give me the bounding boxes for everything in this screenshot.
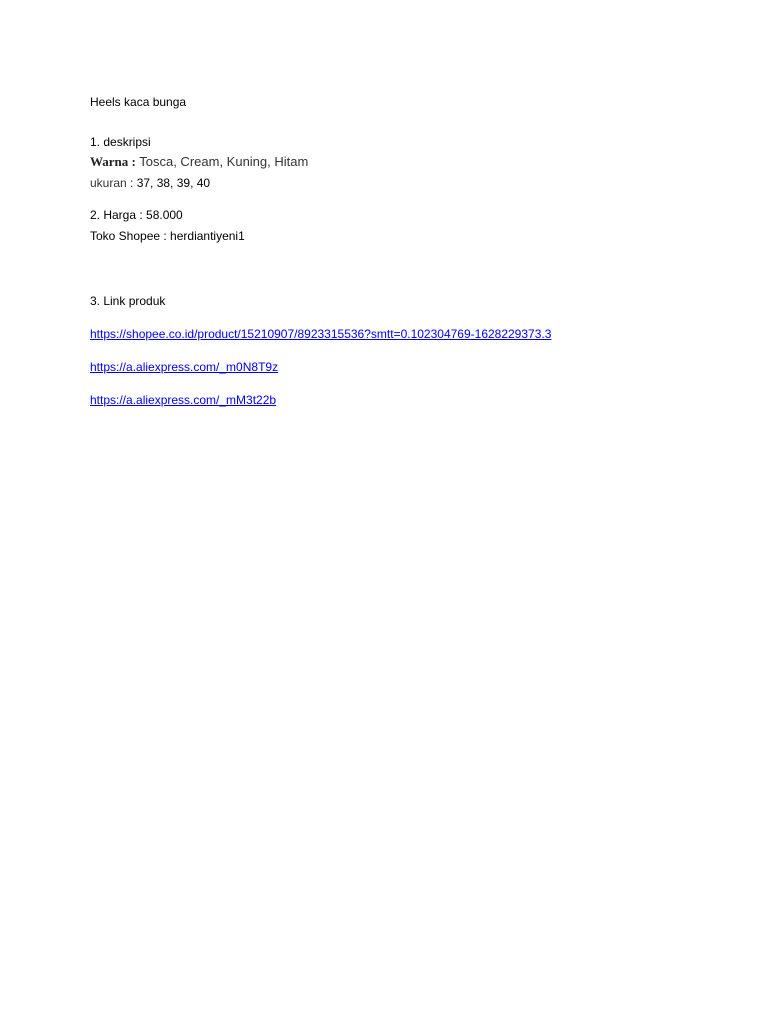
product-link-row bbox=[90, 392, 276, 408]
size-value: 37, 38, 39, 40 bbox=[133, 176, 211, 190]
section-links-heading: 3. Link produk bbox=[90, 294, 166, 308]
shop-line: Toko Shopee : herdiantiyeni1 bbox=[90, 229, 245, 243]
document-title: Heels kaca bunga bbox=[90, 95, 187, 109]
section-description-heading: 1. deskripsi bbox=[90, 135, 151, 149]
price-line: 2. Harga : 58.000 bbox=[90, 208, 183, 222]
size-label: ukuran : bbox=[90, 176, 134, 190]
product-link-row bbox=[90, 359, 278, 375]
aliexpress-product-link-2[interactable]: https://a.aliexpress.com/_mM3t22b bbox=[90, 393, 277, 407]
shopee-product-link[interactable]: https://shopee.co.id/product/15210907/8923315536?smtt=0.102304769-1628229373.3 bbox=[90, 327, 552, 341]
color-line bbox=[90, 154, 308, 170]
color-value: Tosca, Cream, Kuning, Hitam bbox=[135, 154, 309, 169]
size-line bbox=[90, 175, 210, 191]
color-label: Warna : bbox=[90, 154, 136, 169]
aliexpress-product-link-1[interactable]: https://a.aliexpress.com/_m0N8T9z bbox=[90, 360, 279, 374]
product-link-row bbox=[90, 326, 551, 342]
